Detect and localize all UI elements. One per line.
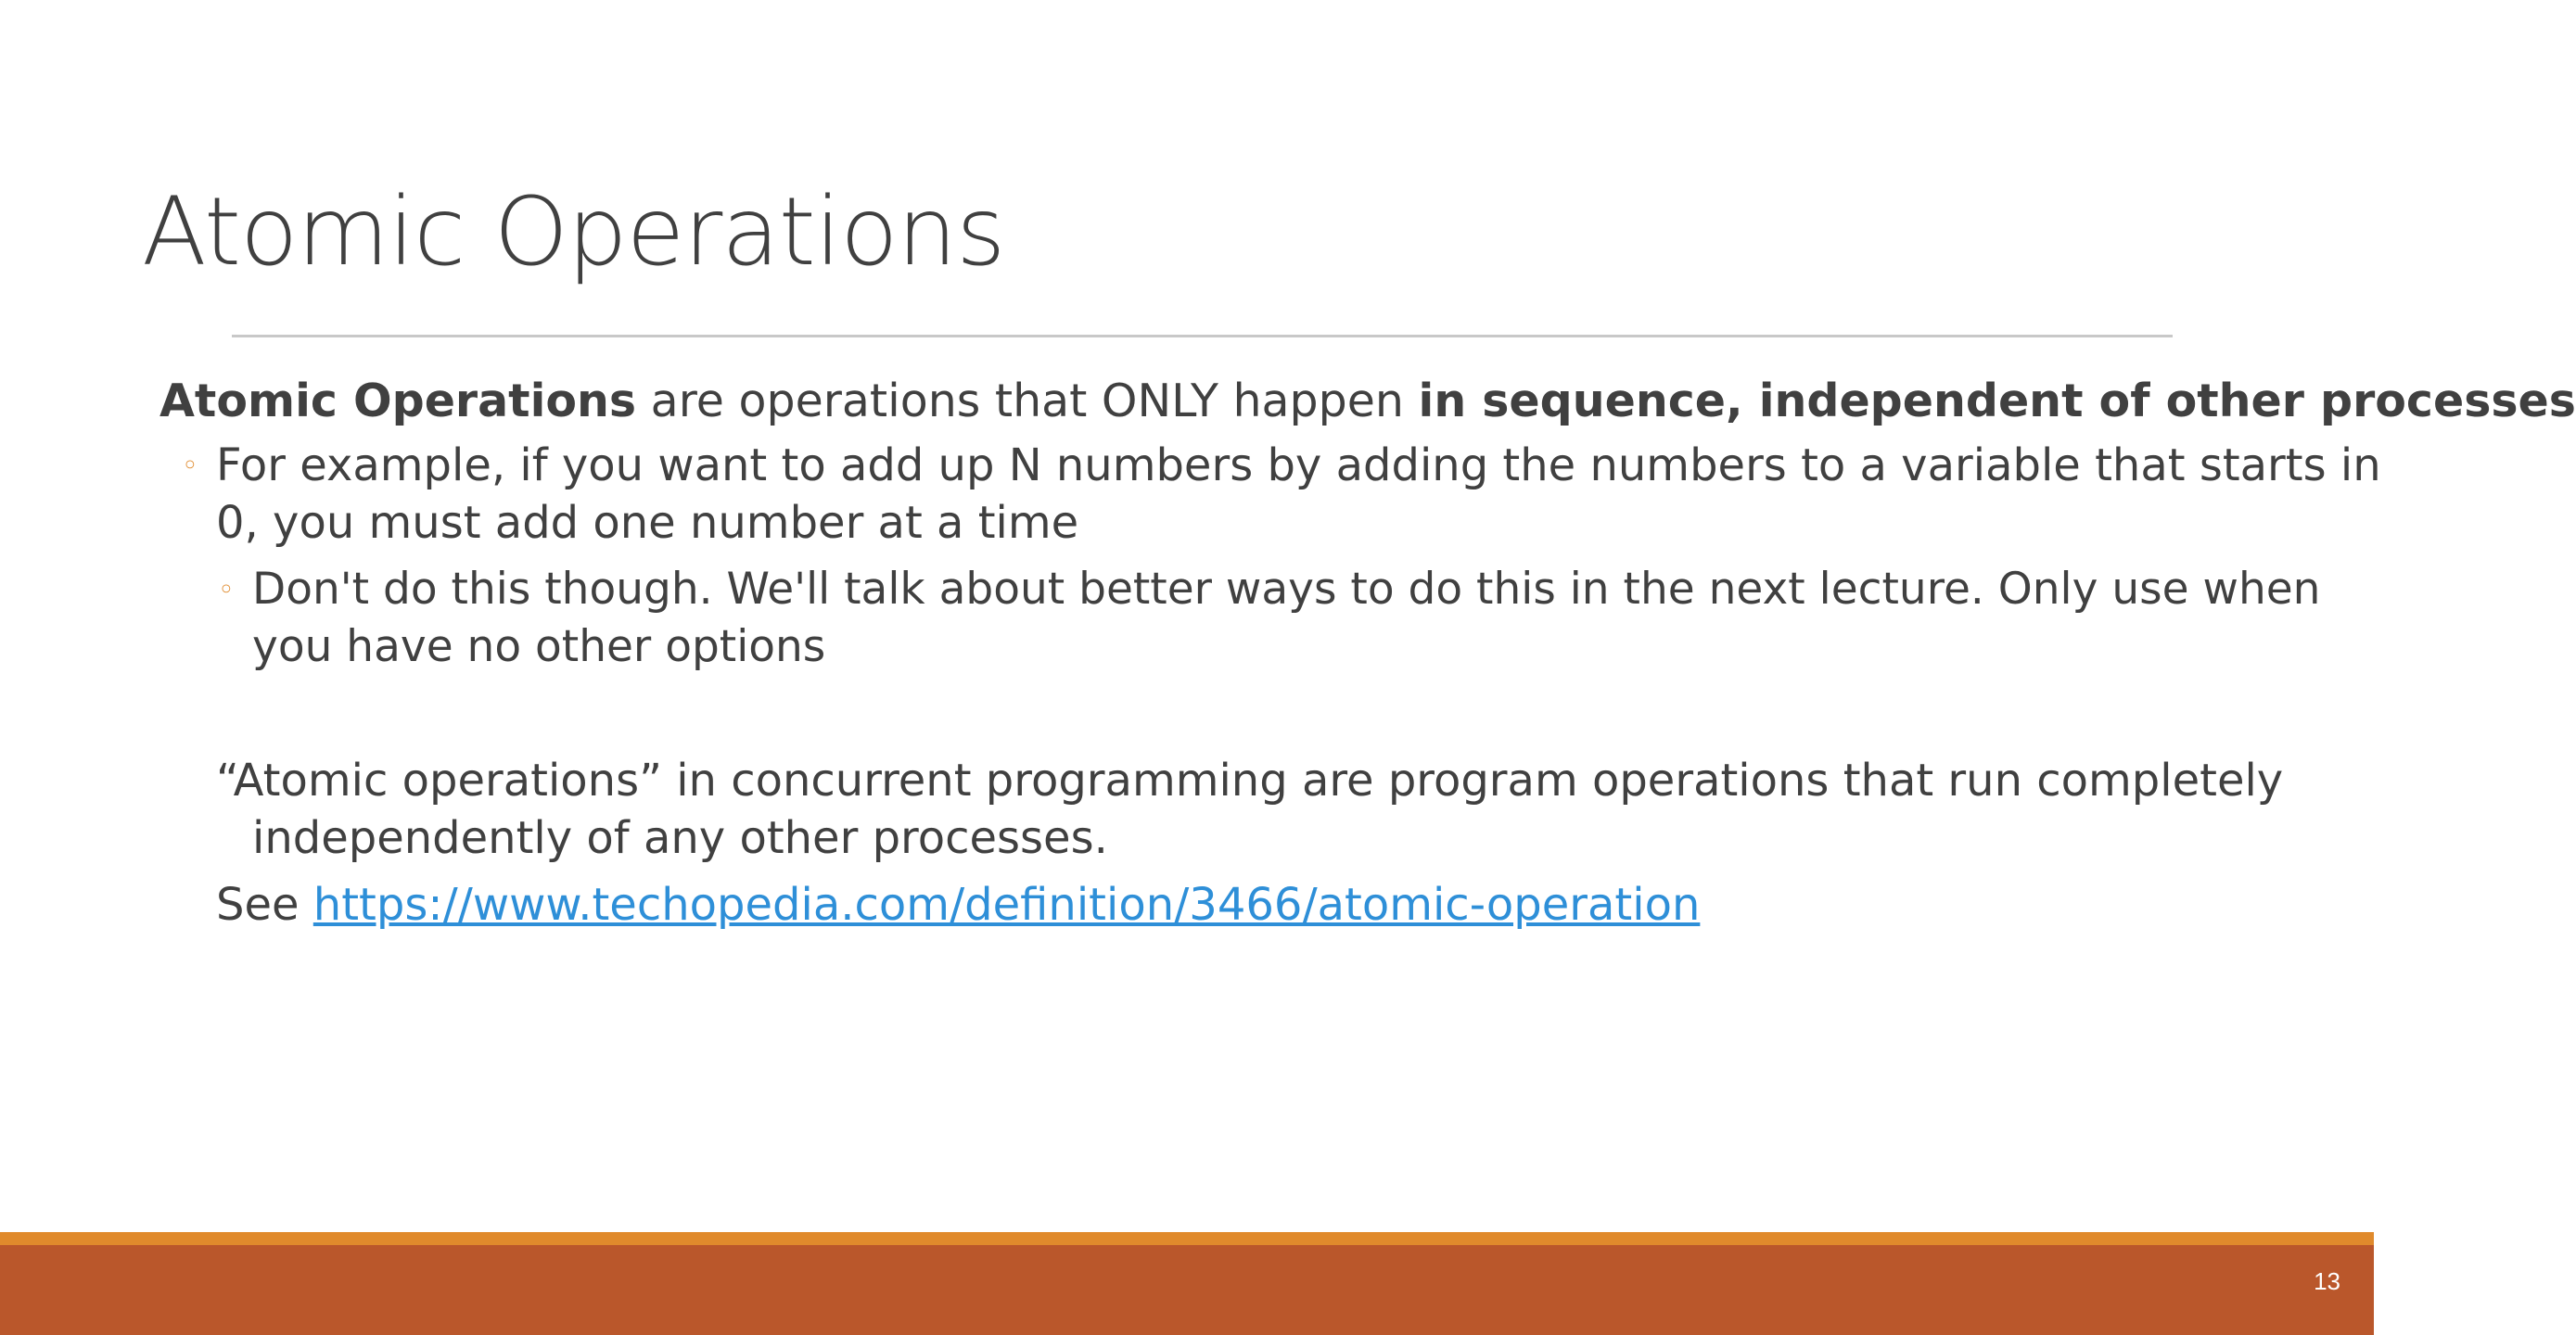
quote-line2: independently of any other processes. [252, 812, 1108, 864]
bullet2-line2: you have no other options [252, 621, 826, 672]
bullet-marker-icon: ◦ [182, 450, 198, 482]
definition-line [159, 373, 2576, 430]
definition-term: Atomic Operations [159, 375, 637, 427]
bullet2-line1: Don't do this though. We'll talk about better ways to do this in the next lecture. Only use when [252, 564, 2321, 615]
definition-emphasis: in sequence, independent of other processes [1418, 375, 2576, 427]
definition-middle: are operations that ONLY happen [636, 375, 1419, 427]
footer-band [0, 1245, 2374, 1335]
title-divider [232, 335, 2173, 337]
page-number: 13 [2314, 1267, 2340, 1295]
see-line [216, 876, 1700, 934]
bullet1-line1: For example, if you want to add up N numbers by adding the numbers to a variable that starts in [216, 439, 2381, 491]
see-prefix: See [216, 879, 313, 931]
bullet1-line2: 0, you must add one number at a time [216, 497, 1079, 549]
footer-accent-stripe [0, 1232, 2374, 1245]
techopedia-link[interactable]: https://www.techopedia.com/definition/3466/atomic-operation [312, 879, 1701, 931]
slide-title: Atomic Operations [142, 177, 1005, 287]
quote-line1: “Atomic operations” in concurrent programming are program operations that run completely [216, 755, 2284, 807]
sub-bullet-marker-icon: ◦ [218, 574, 235, 606]
